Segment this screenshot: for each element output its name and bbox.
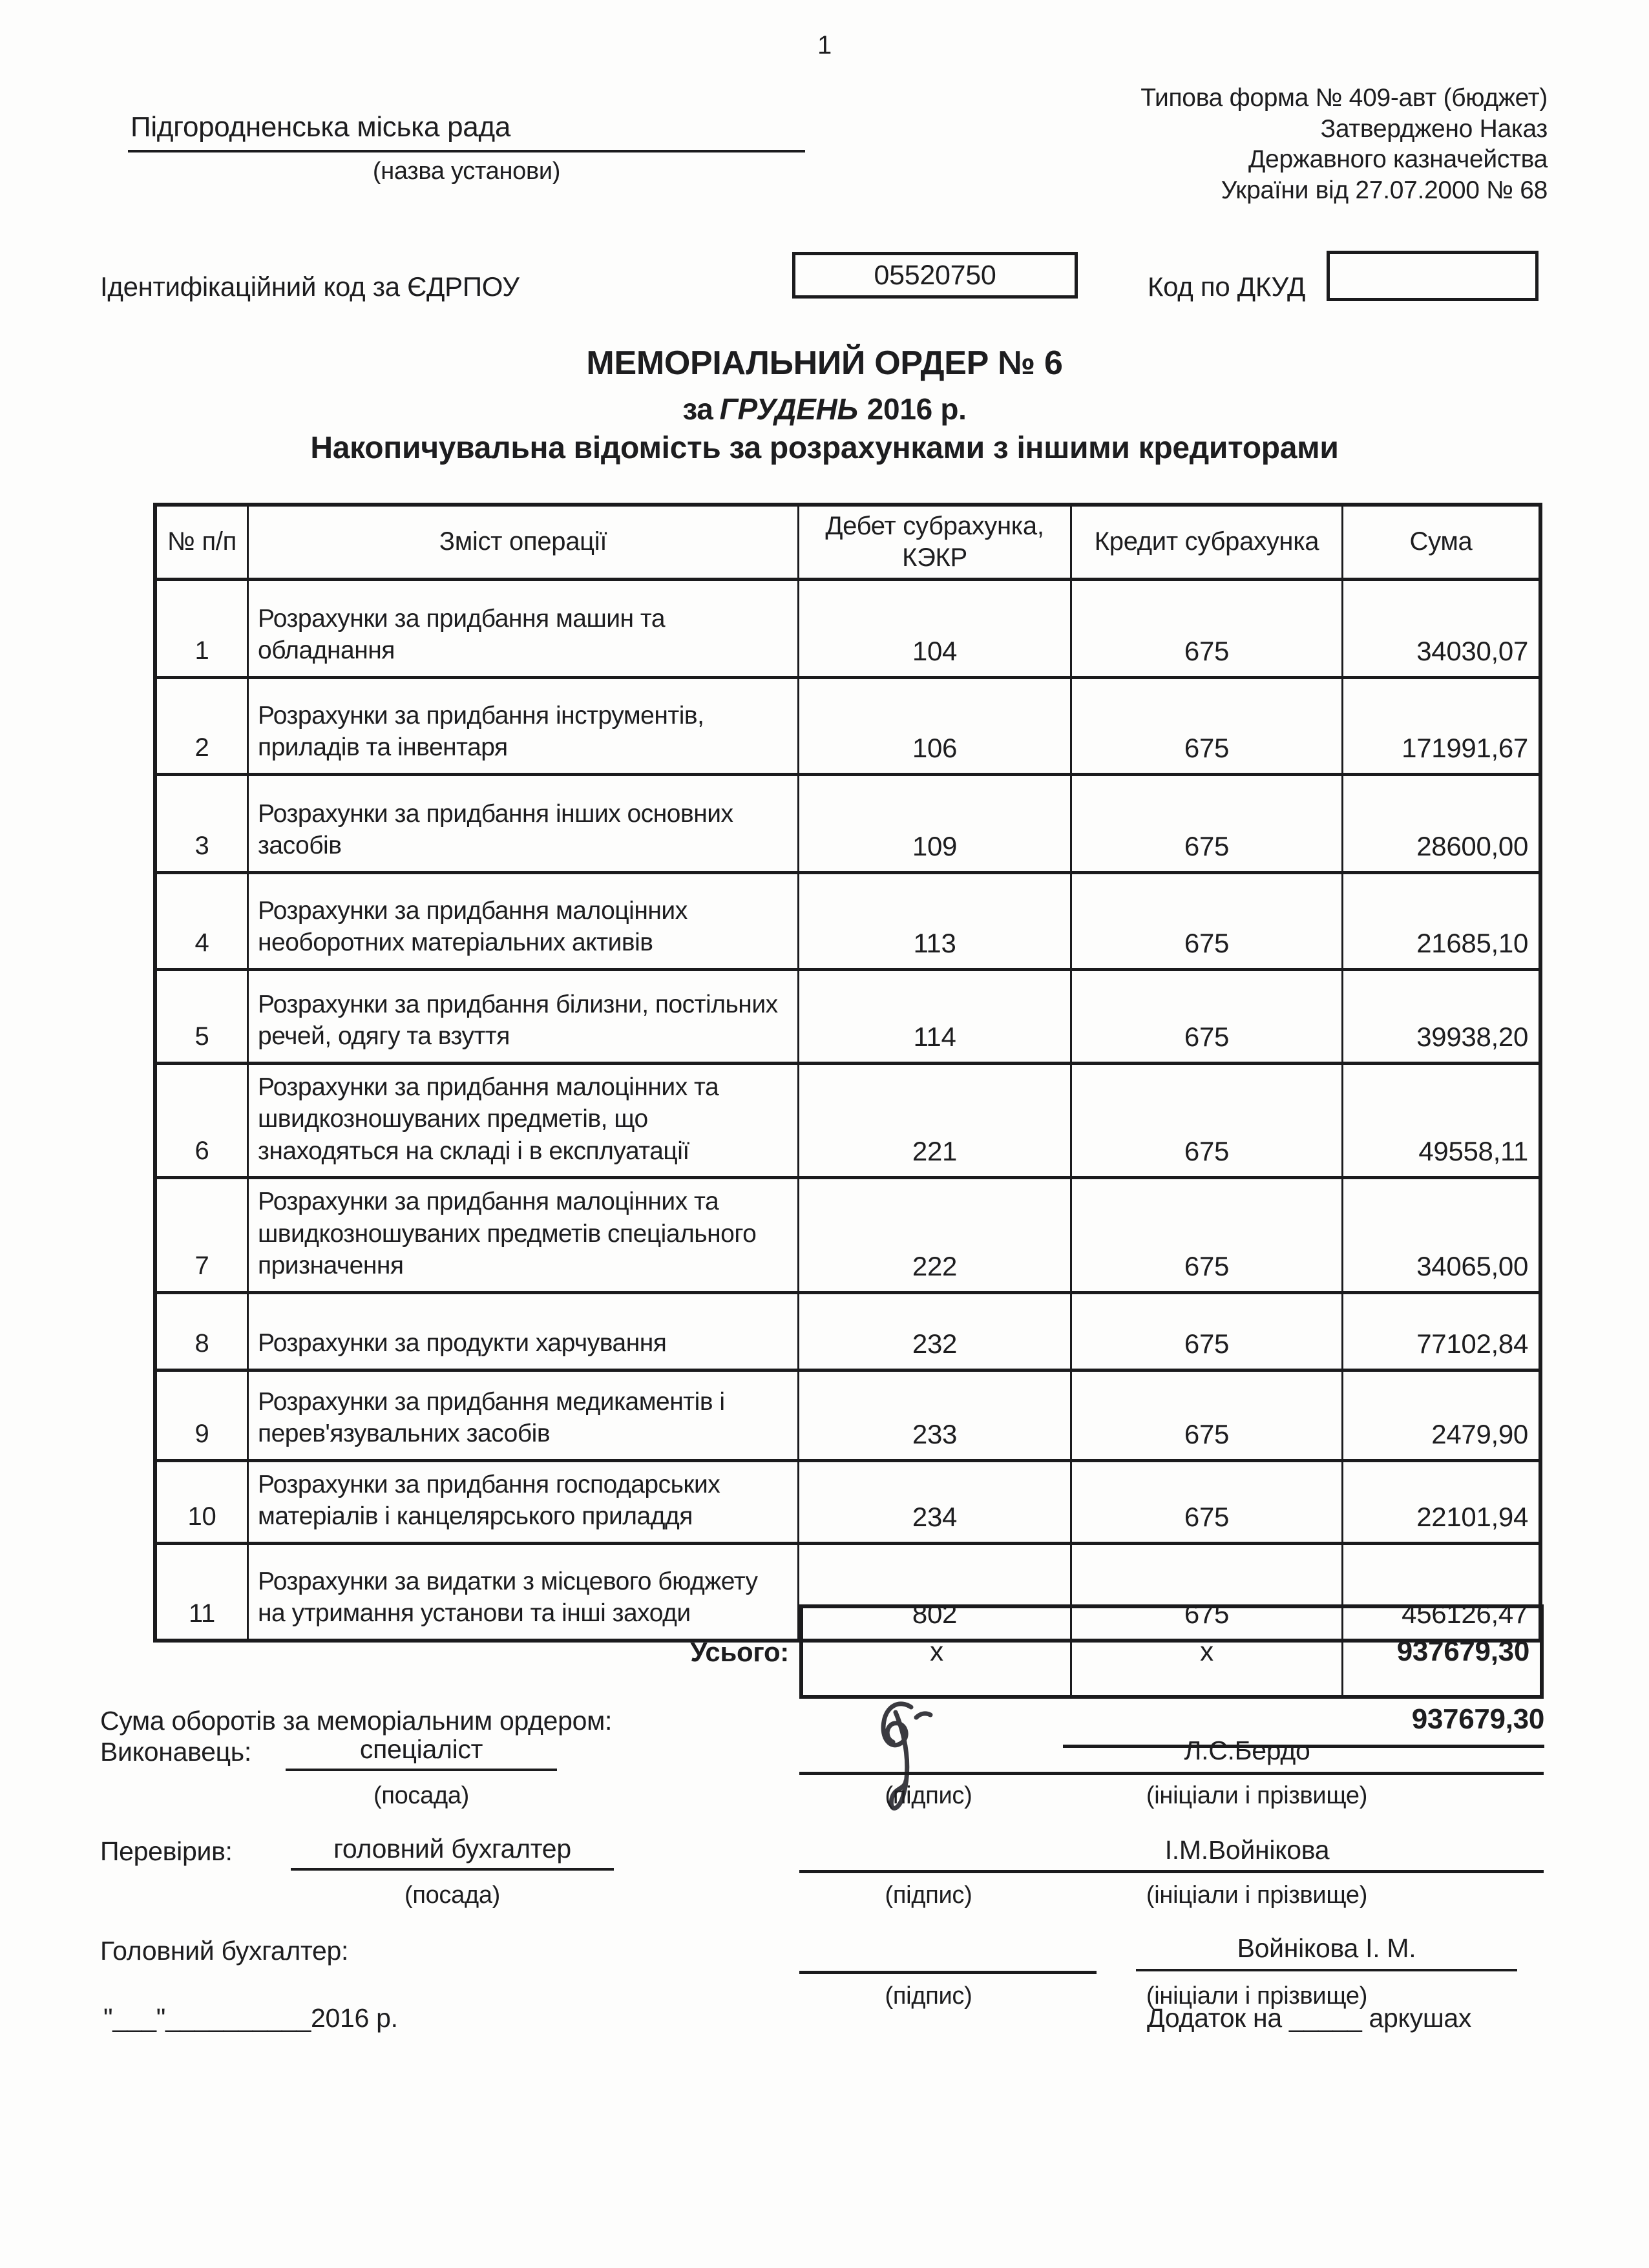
row-credit-account: 675 <box>1072 1179 1343 1291</box>
document-subtitle: Накопичувальна відомість за розрахунками з іншими кредиторами <box>310 431 1339 465</box>
organization-name: Підгородненська міська рада <box>128 111 805 152</box>
table-row <box>157 968 1539 1062</box>
row-debit-account: 233 <box>799 1372 1072 1459</box>
page-number: 1 <box>817 31 832 59</box>
period-month: ГРУДЕНЬ <box>719 392 858 426</box>
row-debit-account: 114 <box>799 971 1072 1062</box>
col-header-debit: Дебет субрахунка, КЭКР <box>799 507 1072 578</box>
initials-caption: (ініціали і прізвище) <box>1146 1882 1368 1909</box>
col-header-description: Зміст операції <box>249 507 799 578</box>
row-sum: 21685,10 <box>1416 927 1528 958</box>
row-number: 1 <box>157 581 249 676</box>
dkud-code-box <box>1327 251 1539 301</box>
row-description: Розрахунки за придбання малоцінних та швидкозношуваних предметів, що знаходяться на складі і в експлуатації <box>249 1065 799 1177</box>
checker-label: Перевірив: <box>100 1836 233 1866</box>
totals-sum: 937679,30 <box>1396 1635 1529 1667</box>
row-credit-account: 675 <box>1072 874 1343 968</box>
col-header-sum: Сума <box>1409 527 1473 556</box>
row-description: Розрахунки за придбання білизни, постільних речей, одягу та взуття <box>249 971 799 1062</box>
row-number: 10 <box>157 1462 249 1542</box>
row-debit-account: 222 <box>799 1179 1072 1291</box>
checker-signature-line <box>799 1870 1544 1873</box>
turnover-value: 937679,30 <box>1411 1703 1544 1735</box>
table-row <box>157 676 1539 773</box>
form-approval-block <box>1140 83 1548 205</box>
operations-table <box>153 503 1542 1643</box>
table-row <box>157 1369 1539 1459</box>
table-row <box>157 1291 1539 1369</box>
row-credit-account: 675 <box>1072 679 1343 773</box>
row-sum: 39938,20 <box>1416 1021 1528 1052</box>
row-description: Розрахунки за придбання машин та обладнання <box>249 581 799 676</box>
row-sum: 49558,11 <box>1418 1136 1528 1167</box>
row-number: 2 <box>157 679 249 773</box>
row-debit-account: 106 <box>799 679 1072 773</box>
form-line: Державного казначейства <box>1248 145 1548 174</box>
table-row <box>157 773 1539 871</box>
row-number: 4 <box>157 874 249 968</box>
handwritten-signature <box>854 1698 951 1834</box>
chief-signature-line <box>799 1971 1097 1974</box>
row-sum: 2479,90 <box>1431 1418 1528 1449</box>
form-line: Затверджено Наказ <box>1320 114 1548 143</box>
row-credit-account: 675 <box>1072 1294 1343 1369</box>
row-number: 11 <box>157 1545 249 1639</box>
table-row <box>157 578 1539 676</box>
col-header-credit: Кредит субрахунка <box>1072 507 1343 578</box>
row-description: Розрахунки за придбання малоцінних та швидкозношуваних предметів спеціального призначення <box>249 1179 799 1291</box>
form-line: України від 27.07.2000 № 68 <box>1221 176 1548 204</box>
row-debit-account: 104 <box>799 581 1072 676</box>
row-sum: 456126,47 <box>1402 1598 1528 1629</box>
row-credit-account: 675 <box>1072 1545 1343 1639</box>
row-debit-account: 802 <box>799 1545 1072 1639</box>
chief-accountant-name: Войнікова І. М. <box>1136 1933 1517 1971</box>
signature-caption: (підпис) <box>885 1882 972 1909</box>
row-number: 6 <box>157 1065 249 1177</box>
row-sum: 22101,94 <box>1416 1501 1528 1532</box>
row-number: 9 <box>157 1372 249 1459</box>
executor-signature-line <box>799 1772 1544 1775</box>
dkud-label: Код по ДКУД <box>1148 271 1306 302</box>
row-sum: 34030,07 <box>1416 635 1528 666</box>
row-debit-account: 221 <box>799 1065 1072 1177</box>
appendix-sheets-line: Додаток на _____ аркушах <box>1147 2003 1472 2033</box>
row-description: Розрахунки за видатки з місцевого бюджету на утримання установи та інші заходи <box>249 1545 799 1639</box>
row-number: 5 <box>157 971 249 1062</box>
row-description: Розрахунки за придбання інших основних засобів <box>249 776 799 871</box>
form-line: Типова форма № 409-авт (бюджет) <box>1140 84 1548 112</box>
date-blank-line: "___"__________2016 р. <box>103 2003 398 2033</box>
document-period: за ГРУДЕНЬ 2016 р. <box>682 392 967 426</box>
signature-caption: (підпис) <box>885 1982 972 2010</box>
row-description: Розрахунки за придбання господарських матеріалів і канцелярського приладдя <box>249 1462 799 1542</box>
row-description: Розрахунки за продукти харчування <box>249 1294 799 1369</box>
table-row <box>157 1459 1539 1542</box>
row-sum: 171991,67 <box>1402 732 1528 763</box>
table-row <box>157 871 1539 968</box>
row-debit-account: 232 <box>799 1294 1072 1369</box>
executor-name: Л.С.Бердо <box>1184 1736 1310 1765</box>
table-row <box>157 1062 1539 1177</box>
row-credit-account: 675 <box>1072 776 1343 871</box>
row-number: 8 <box>157 1294 249 1369</box>
totals-debit: x <box>803 1608 1072 1695</box>
position-caption: (посада) <box>404 1882 501 1909</box>
row-credit-account: 675 <box>1072 1372 1343 1459</box>
totals-label: Усього: <box>690 1637 789 1667</box>
totals-credit: x <box>1072 1608 1343 1695</box>
turnover-label: Сума оборотів за меморіальним ордером: <box>100 1706 613 1736</box>
edrpou-code-box: 05520750 <box>792 252 1078 299</box>
row-description: Розрахунки за придбання інструментів, приладів та інвентаря <box>249 679 799 773</box>
organization-name-caption: (назва установи) <box>372 158 561 185</box>
row-debit-account: 113 <box>799 874 1072 968</box>
row-credit-account: 675 <box>1072 581 1343 676</box>
initials-caption: (ініціали і прізвище) <box>1146 1782 1368 1809</box>
checker-position: головний бухгалтер <box>291 1834 614 1871</box>
row-debit-account: 109 <box>799 776 1072 871</box>
row-credit-account: 675 <box>1072 1065 1343 1177</box>
position-caption: (посада) <box>373 1782 470 1809</box>
organization-block <box>128 111 805 185</box>
row-credit-account: 675 <box>1072 1462 1343 1542</box>
edrpou-label: Ідентифікаційний код за ЄДРПОУ <box>100 271 520 302</box>
row-sum: 34065,00 <box>1416 1250 1528 1281</box>
table-header-row <box>157 507 1539 578</box>
row-number: 7 <box>157 1179 249 1291</box>
signature-caption: (підпис) <box>885 1782 972 1809</box>
row-description: Розрахунки за придбання медикаментів і перев'язувальних засобів <box>249 1372 799 1459</box>
row-debit-account: 234 <box>799 1462 1072 1542</box>
document-title: МЕМОРІАЛЬНИЙ ОРДЕР № 6 <box>586 344 1063 382</box>
totals-box <box>799 1604 1544 1699</box>
row-number: 3 <box>157 776 249 871</box>
table-row <box>157 1176 1539 1291</box>
row-sum: 28600,00 <box>1416 830 1528 861</box>
row-description: Розрахунки за придбання малоцінних необоротних матеріальних активів <box>249 874 799 968</box>
checker-name: І.М.Войнікова <box>1164 1835 1330 1865</box>
chief-accountant-label: Головний бухгалтер: <box>100 1936 349 1966</box>
row-credit-account: 675 <box>1072 971 1343 1062</box>
executor-label: Виконавець: <box>100 1737 251 1767</box>
initials-caption: (ініціали і прізвище) <box>1146 1982 1368 2010</box>
col-header-number: № п/п <box>157 507 249 578</box>
row-sum: 77102,84 <box>1416 1328 1528 1359</box>
executor-position: спеціаліст <box>286 1734 557 1771</box>
